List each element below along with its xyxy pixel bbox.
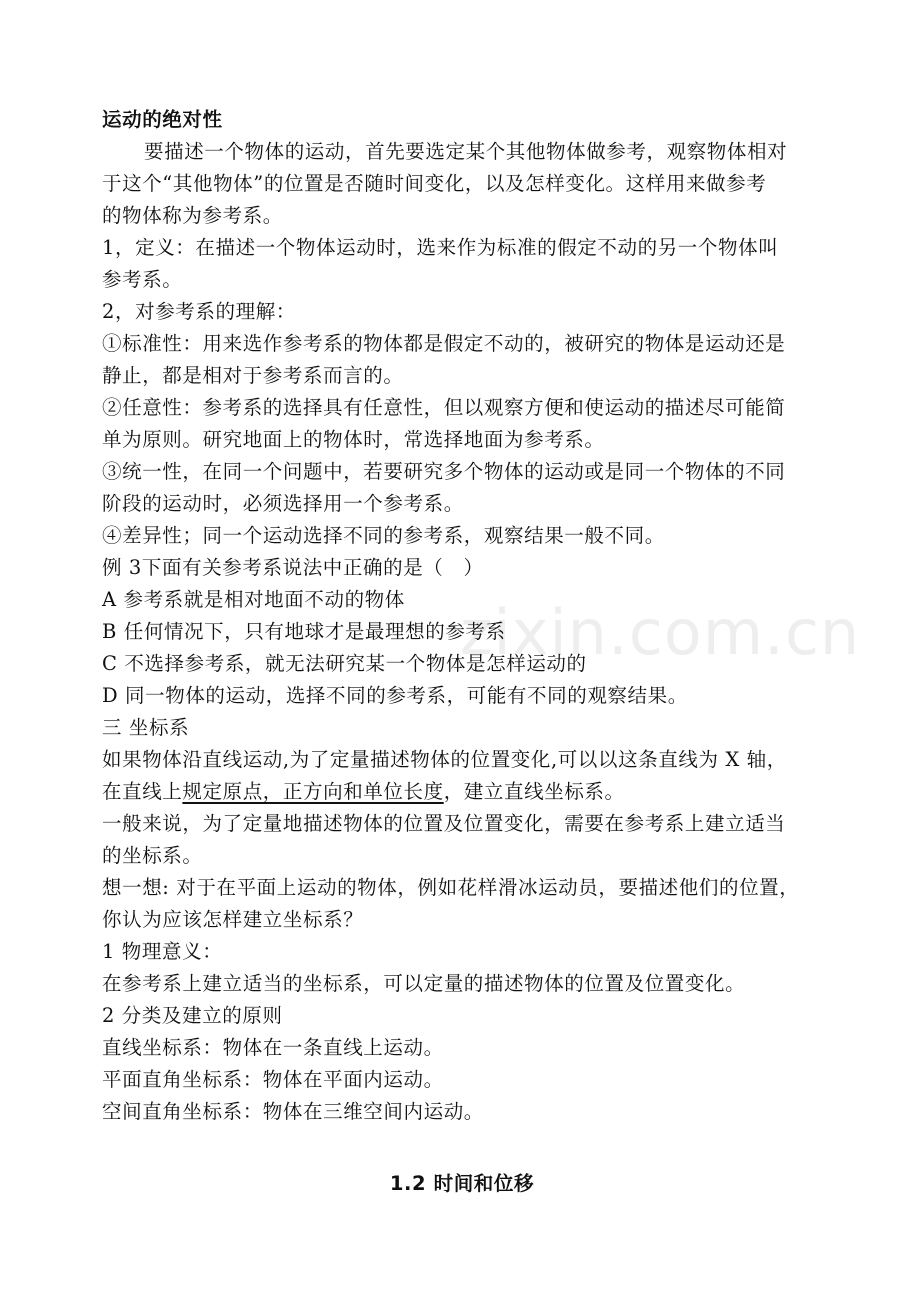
section3-line2-pre: 在直线上 bbox=[102, 780, 183, 803]
understanding-line: 静止，都是相对于参考系而言的。 bbox=[102, 364, 404, 387]
section3-title: 三 坐标系 bbox=[102, 716, 190, 739]
think-line: 想一想: 对于在平面上运动的物体，例如花样滑冰运动员，要描述他们的位置， bbox=[102, 876, 800, 899]
understanding-line: 阶段的运动时，必须选择用一个参考系。 bbox=[102, 492, 464, 515]
definition-line: 参考系。 bbox=[102, 268, 183, 291]
definition-line: 1，定义：在描述一个物体运动时，选来作为标准的假定不动的另一个物体叫 bbox=[102, 236, 779, 259]
meaning-line: 在参考系上建立适当的坐标系，可以定量的描述物体的位置及位置变化。 bbox=[102, 972, 746, 995]
example-option-b: B 任何情况下，只有地球才是最理想的参考系 bbox=[102, 620, 506, 643]
example-question: 例 3下面有关参考系说法中正确的是（ ） bbox=[102, 556, 484, 579]
intro-line: 于这个“其他物体”的位置是否随时间变化，以及怎样变化。这样用来做参考 bbox=[102, 172, 767, 195]
example-option-a: A 参考系就是相对地面不动的物体 bbox=[102, 588, 405, 611]
section3-line2-post: ，建立直线坐标系。 bbox=[443, 780, 625, 803]
think-line: 你认为应该怎样建立坐标系？ bbox=[102, 908, 364, 931]
example-option-d: D 同一物体的运动，选择不同的参考系，可能有不同的观察结果。 bbox=[102, 684, 688, 707]
section3-line bbox=[102, 776, 822, 808]
meaning-title: 1 物理意义： bbox=[102, 940, 223, 963]
understanding-line: 单为原则。研究地面上的物体时，常选择地面为参考系。 bbox=[102, 428, 605, 451]
intro-line: 要描述一个物体的运动，首先要选定某个其他物体做参考，观察物体相对 bbox=[144, 140, 788, 163]
general-line: 的坐标系。 bbox=[102, 844, 203, 867]
example-option-c: C 不选择参考系，就无法研究某一个物体是怎样运动的 bbox=[102, 652, 587, 675]
understanding-line: ①标准性：用来选作参考系的物体都是假定不动的，被研究的物体是运动还是 bbox=[102, 332, 786, 355]
understanding-line: ④差异性；同一个运动选择不同的参考系，观察结果一般不同。 bbox=[102, 524, 665, 547]
classify-line: 直线坐标系：物体在一条直线上运动。 bbox=[102, 1036, 444, 1059]
heading-absolute-motion: 运动的绝对性 bbox=[102, 108, 223, 131]
classify-line: 空间直角坐标系：物体在三维空间内运动。 bbox=[102, 1100, 484, 1123]
intro-line: 的物体称为参考系。 bbox=[102, 204, 283, 227]
understanding-title: 2，对参考系的理解： bbox=[102, 300, 296, 323]
next-section-title: 1.2 时间和位移 bbox=[389, 1172, 535, 1195]
document-body bbox=[102, 104, 822, 1200]
watermark: zixin.com.cn bbox=[460, 596, 861, 669]
classify-title: 2 分类及建立的原则 bbox=[102, 1004, 283, 1027]
spacer bbox=[102, 1128, 822, 1168]
understanding-line: ③统一性，在同一个问题中，若要研究多个物体的运动或是同一个物体的不同 bbox=[102, 460, 786, 483]
underlined-phrase: 规定原点，正方向和单位长度 bbox=[182, 780, 444, 803]
understanding-line: ②任意性：参考系的选择具有任意性，但以观察方便和使运动的描述尽可能简 bbox=[102, 396, 786, 419]
general-line: 一般来说，为了定量地描述物体的位置及位置变化，需要在参考系上建立适当 bbox=[102, 812, 786, 835]
section3-line: 如果物体沿直线运动,为了定量描述物体的位置变化,可以以这条直线为 X 轴， bbox=[102, 748, 787, 771]
classify-line: 平面直角坐标系：物体在平面内运动。 bbox=[102, 1068, 444, 1091]
